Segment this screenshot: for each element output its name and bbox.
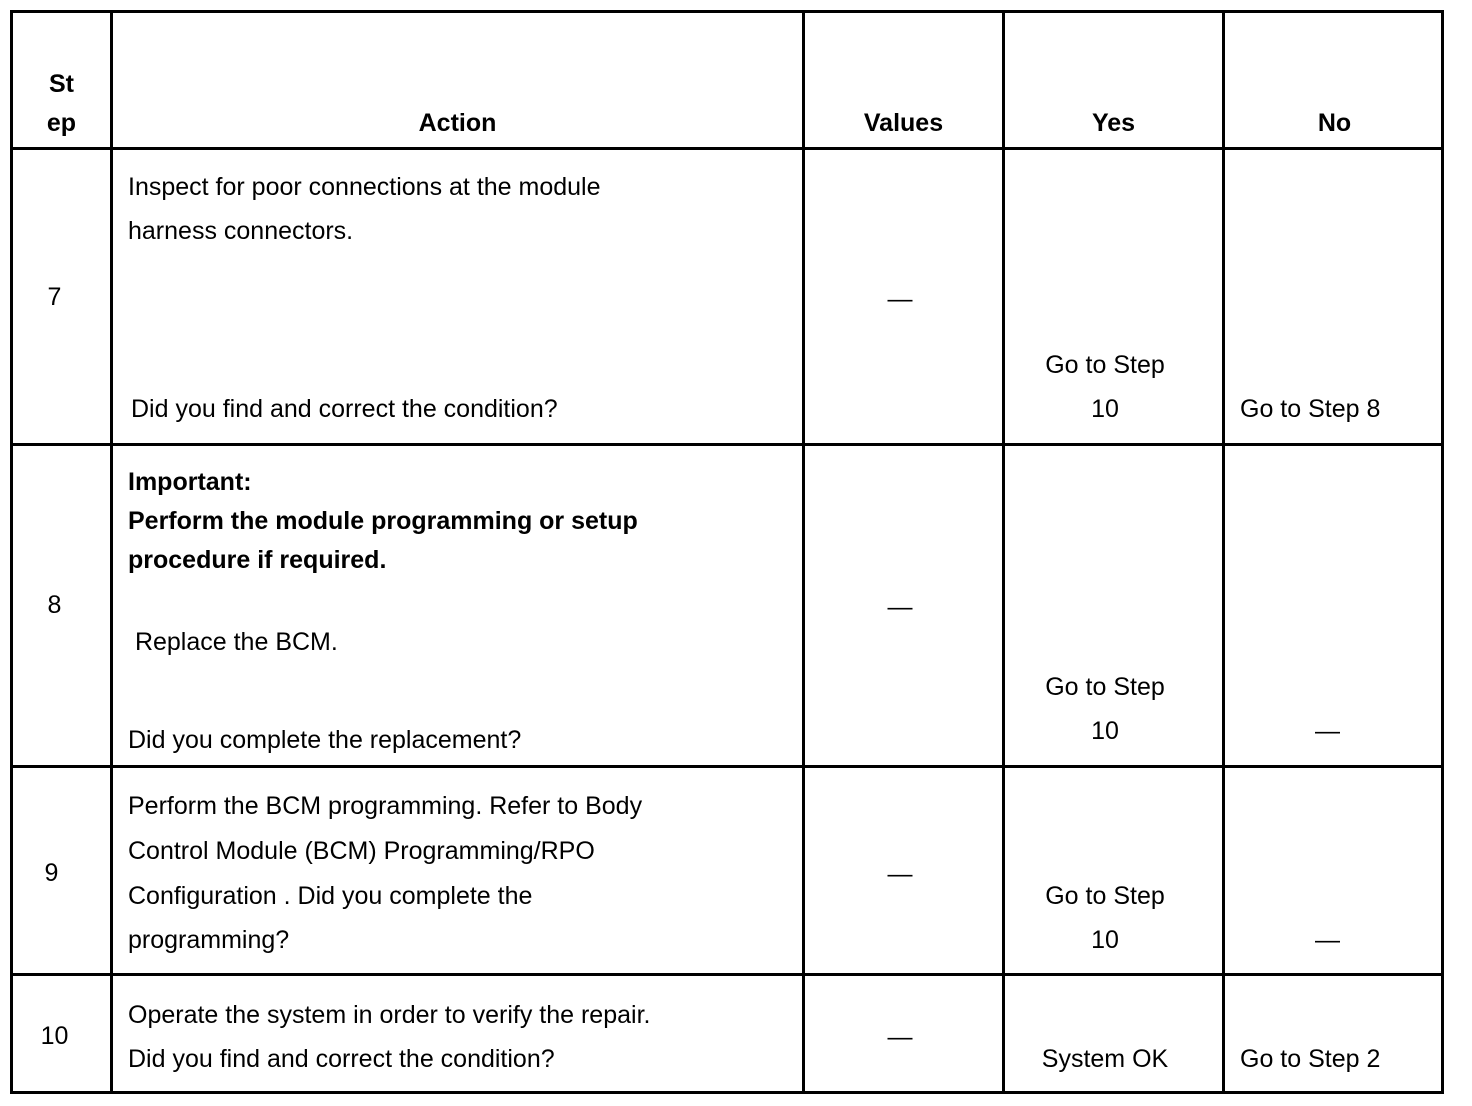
yes-text: Go to Step: [1045, 673, 1165, 701]
header-step-line1: St: [49, 70, 74, 98]
action-text: harness connectors.: [128, 217, 354, 245]
value-text: —: [887, 285, 913, 313]
column-divider: [802, 13, 805, 1091]
value-text: —: [887, 593, 913, 621]
question-text: Did you find and correct the condition?: [128, 1045, 555, 1073]
action-text: Perform the BCM programming. Refer to Body: [128, 792, 643, 820]
step-number: 7: [47, 283, 62, 311]
header-action: Action: [418, 109, 497, 137]
yes-text: Go to Step: [1045, 351, 1165, 379]
no-text: —: [1315, 926, 1340, 954]
action-text: programming?: [128, 926, 290, 954]
row-divider: [13, 973, 1441, 976]
action-text: Replace the BCM.: [128, 628, 338, 656]
action-text: Control Module (BCM) Programming/RPO: [128, 837, 595, 865]
yes-text: 10: [1091, 926, 1119, 954]
value-text: —: [887, 1023, 913, 1051]
header-yes: Yes: [1091, 109, 1136, 137]
question-text: Did you complete the replacement?: [128, 726, 522, 754]
step-number: 8: [47, 591, 62, 619]
yes-text: Go to Step: [1045, 882, 1165, 910]
important-label: Important:: [128, 468, 252, 496]
header-no: No: [1317, 109, 1352, 137]
row-divider: [13, 443, 1441, 446]
header-values: Values: [863, 109, 944, 137]
yes-text: 10: [1091, 395, 1119, 423]
diagnostic-table: [10, 10, 1444, 1094]
column-divider: [110, 13, 113, 1091]
yes-text: 10: [1091, 717, 1119, 745]
action-text: Configuration . Did you complete the: [128, 882, 533, 910]
action-text: Operate the system in order to verify the repair.: [128, 1001, 651, 1029]
important-text: procedure if required.: [128, 546, 387, 574]
header-step-line2: ep: [46, 109, 77, 137]
step-number: 9: [44, 859, 59, 887]
question-text: Did you find and correct the condition?: [131, 395, 558, 423]
yes-text: System OK: [1041, 1045, 1169, 1073]
no-text: Go to Step 2: [1240, 1045, 1381, 1073]
no-text: Go to Step 8: [1240, 395, 1381, 423]
important-text: Perform the module programming or setup: [128, 507, 638, 535]
row-divider: [13, 147, 1441, 150]
action-text: Inspect for poor connections at the module: [128, 173, 601, 201]
step-number: 10: [40, 1022, 69, 1050]
no-text: —: [1315, 717, 1340, 745]
row-divider: [13, 765, 1441, 768]
value-text: —: [887, 860, 913, 888]
